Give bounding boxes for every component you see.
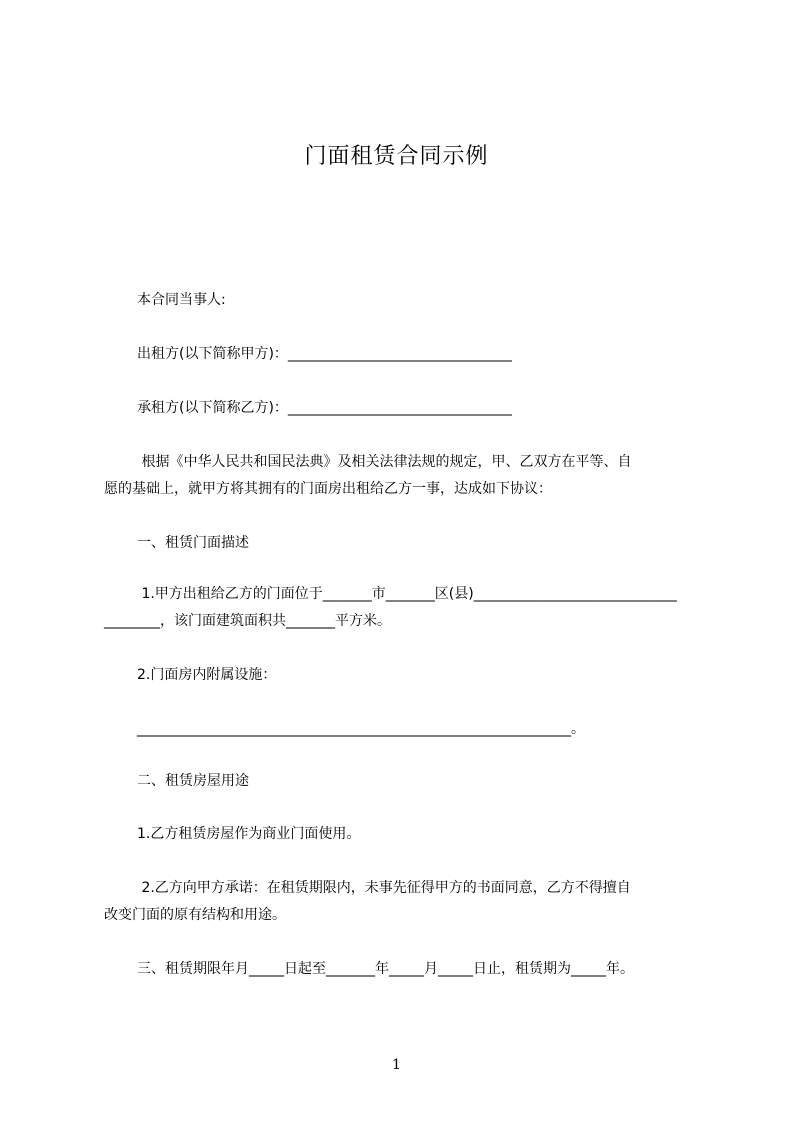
document-title: 门面租赁合同示例 bbox=[304, 144, 489, 169]
preamble-line-1: 根据《中华人民共和国民法典》及相关法律法规的规定，甲、乙双方在平等、自 bbox=[137, 454, 632, 470]
section-1-item-2: 2.门面房内附属设施： bbox=[137, 667, 277, 683]
section-1-heading: 一、租赁门面描述 bbox=[137, 535, 249, 551]
lessor-line: 出租方(以下简称甲方)：________________________________ bbox=[137, 346, 512, 362]
section-3-line: 三、租赁期限年月_____日起至_______年_____月_____日止，租赁期为_____年。 bbox=[137, 961, 634, 977]
section-1-item-1-line-1: 1.甲方出租给乙方的门面位于_______市_______区(县)_____________________________ bbox=[137, 586, 677, 602]
section-2-item-2-line-2: 改变门面的原有结构和用途。 bbox=[104, 907, 286, 923]
parties-heading: 本合同当事人: bbox=[137, 292, 226, 308]
lessee-line: 承租方(以下简称乙方)：________________________________ bbox=[137, 400, 512, 416]
section-1-item-2-blank: ______________________________________________________________。 bbox=[137, 721, 585, 737]
section-2-heading: 二、租赁房屋用途 bbox=[137, 773, 249, 789]
section-2-item-2-line-1: 2.乙方向甲方承诺：在租赁期限内，未事先征得甲方的书面同意，乙方不得擅自 bbox=[137, 880, 631, 896]
page-number: 1 bbox=[392, 1057, 401, 1073]
preamble-line-2: 愿的基础上，就甲方将其拥有的门面房出租给乙方一事，达成如下协议： bbox=[104, 481, 552, 497]
section-1-item-1-line-2: ________，该门面建筑面积共_______平方米。 bbox=[104, 613, 391, 629]
section-2-item-1: 1.乙方租赁房屋作为商业门面使用。 bbox=[137, 826, 361, 842]
